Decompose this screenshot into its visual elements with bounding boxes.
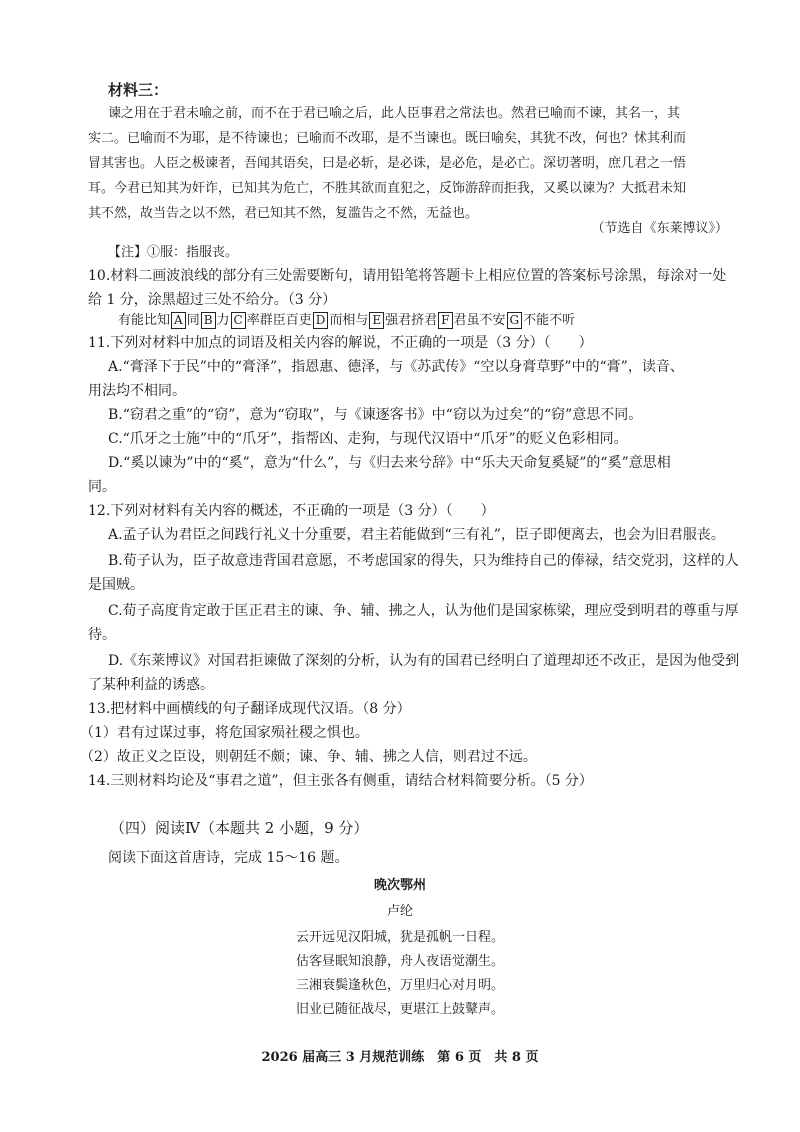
q10-sentence — [118, 311, 575, 331]
material3-line-1: 谏之用在于君未喻之前，而不在于君已喻之后，此人臣事君之常法也。然君已喻而不谏，其名一，其 — [108, 106, 681, 121]
q10-box-g: G — [507, 312, 523, 329]
q10-segment: 率群臣百吏 — [246, 313, 312, 328]
q11-option-c: C.“爪牙之士施”中的“爪牙”，指帮凶、走狗，与现代汉语中“爪牙”的贬义色彩相同。 — [108, 431, 628, 447]
q13-item-2: （2）故正义之臣设，则朝廷不颇；谏、争、辅、拂之人信，则君过不远。 — [80, 749, 537, 765]
q10-line-2: 给 1 分，涂黑超过三处不给分。（3 分） — [88, 292, 337, 308]
poem-line-4: 旧业已随征战尽，更堪江上鼓鼙声。 — [295, 1002, 504, 1017]
q12-option-d-cont: 了某种利益的诱惑。 — [88, 677, 214, 693]
section4-instruction: 阅读下面这首唐诗，完成 15～16 题。 — [108, 850, 349, 866]
q10-box-e: E — [369, 312, 384, 329]
q13-stem: 13.把材料中画横线的句子翻译成现代汉语。（8 分） — [88, 701, 411, 717]
note: 【注】①服：指服丧。 — [108, 245, 239, 260]
q10-segment: 强君挤君 — [385, 313, 438, 328]
q12-option-b: B.荀子认为，臣子故意违背国君意愿，不考虑国家的得失，只为维持自己的俸禄，结交党羽，这样的人 — [108, 553, 739, 569]
q11-option-a: A.“膏泽下于民”中的“膏泽”，指恩惠、德泽，与《苏武传》“空以身膏草野”中的“膏”，读音、 — [108, 359, 684, 375]
q10-segment: 力 — [216, 313, 230, 328]
poem-title: 晚次鄂州 — [373, 878, 426, 893]
q10-line-1: 10.材料二画波浪线的部分有三处需要断句，请用铅笔将答题卡上相应位置的答案标号涂黑，每涂对一处 — [88, 268, 727, 284]
material3-source: （节选自《东莱博议》） — [591, 221, 728, 236]
q10-box-f: F — [438, 312, 452, 329]
q11-option-d-cont: 同。 — [88, 479, 116, 495]
q11-option-d: D.“奚以谏为”中的“奚”，意为“什么”，与《归去来兮辞》中“乐夫天命复奚疑”的“奚”意思相 — [108, 455, 671, 471]
q13-item-1: （1）君有过谋过事，将危国家殒社稷之惧也。 — [80, 725, 369, 741]
q10-box-c: C — [231, 312, 246, 329]
q12-stem: 12.下列对材料有关内容的概述，不正确的一项是（3 分）（ ） — [88, 503, 495, 519]
q12-option-c-cont: 待。 — [88, 627, 116, 643]
q11-option-b: B.“窃君之重”的“窃”，意为“窃取”，与《谏逐客书》中“窃以为过矣”的“窃”意思不同。 — [108, 407, 643, 423]
poem-line-2: 估客昼眠知浪静，舟人夜语觉潮生。 — [295, 954, 504, 969]
material3-line-2: 实二。已喻而不为耶，是不待谏也；已喻而不改耶，是不当谏也。既曰喻矣，其犹不改，何也？怵其利而 — [88, 131, 687, 146]
poem-line-3: 三湘衰鬓逢秋色，万里归心对月明。 — [295, 978, 504, 993]
material3-heading: 材料三： — [108, 81, 169, 99]
q10-box-a: A — [171, 312, 186, 329]
section4-heading: （四）阅读Ⅳ（本题共 2 小题，9 分） — [110, 819, 369, 837]
poem-line-1: 云开远见汉阳城，犹是孤帆一日程。 — [295, 930, 504, 945]
page-footer: 2026 届高三 3 月规范训练 第 6 页 共 8 页 — [261, 1050, 539, 1065]
q14-stem: 14.三则材料均论及“事君之道”，但主张各有侧重，请结合材料简要分析。（5 分） — [88, 773, 593, 789]
material3-line-3: 冒其害也。人臣之极谏者，吾闻其语矣，曰是必斩，是必诛，是必危，是必亡。深切著明，庶几君之一悟 — [88, 156, 687, 171]
q12-option-a: A.孟子认为君臣之间践行礼义十分重要，君主若能做到“三有礼”，臣子即便离去，也会为旧君服丧。 — [108, 527, 725, 543]
q10-box-d: D — [313, 312, 329, 329]
material3-line-4: 耳。今君已知其为奸诈，已知其为危亡，不胜其欲而直犯之，反饰游辞而拒我，又奚以谏为？大抵君未知 — [88, 181, 687, 196]
q11-option-a-cont: 用法均不相同。 — [88, 383, 186, 399]
q12-option-d: D.《东莱博议》对国君拒谏做了深刻的分析，认为有的国君已经明白了道理却还不改正，是因为他受到 — [108, 653, 740, 669]
q10-segment: 而相与 — [329, 313, 369, 328]
q10-segment: 不能不听 — [523, 313, 576, 328]
q10-segment: 君虽不安 — [453, 313, 506, 328]
q12-option-c: C.荀子高度肯定敢于匡正君主的谏、争、辅、拂之人，认为他们是国家栋梁，理应受到明君的尊重与厚 — [108, 603, 739, 619]
q10-segment: 有能比知 — [118, 313, 171, 328]
q11-stem: 11.下列对材料中加点的词语及相关内容的解说，不正确的一项是（3 分）（ ） — [88, 335, 593, 351]
q12-option-b-cont: 是国贼。 — [88, 577, 144, 593]
poem-author: 卢纶 — [386, 904, 413, 919]
q10-box-b: B — [201, 312, 216, 329]
q10-segment: 同 — [186, 313, 200, 328]
material3-line-5: 其不然，故当告之以不然，君已知其不然，复滥告之不然，无益也。 — [88, 206, 479, 221]
